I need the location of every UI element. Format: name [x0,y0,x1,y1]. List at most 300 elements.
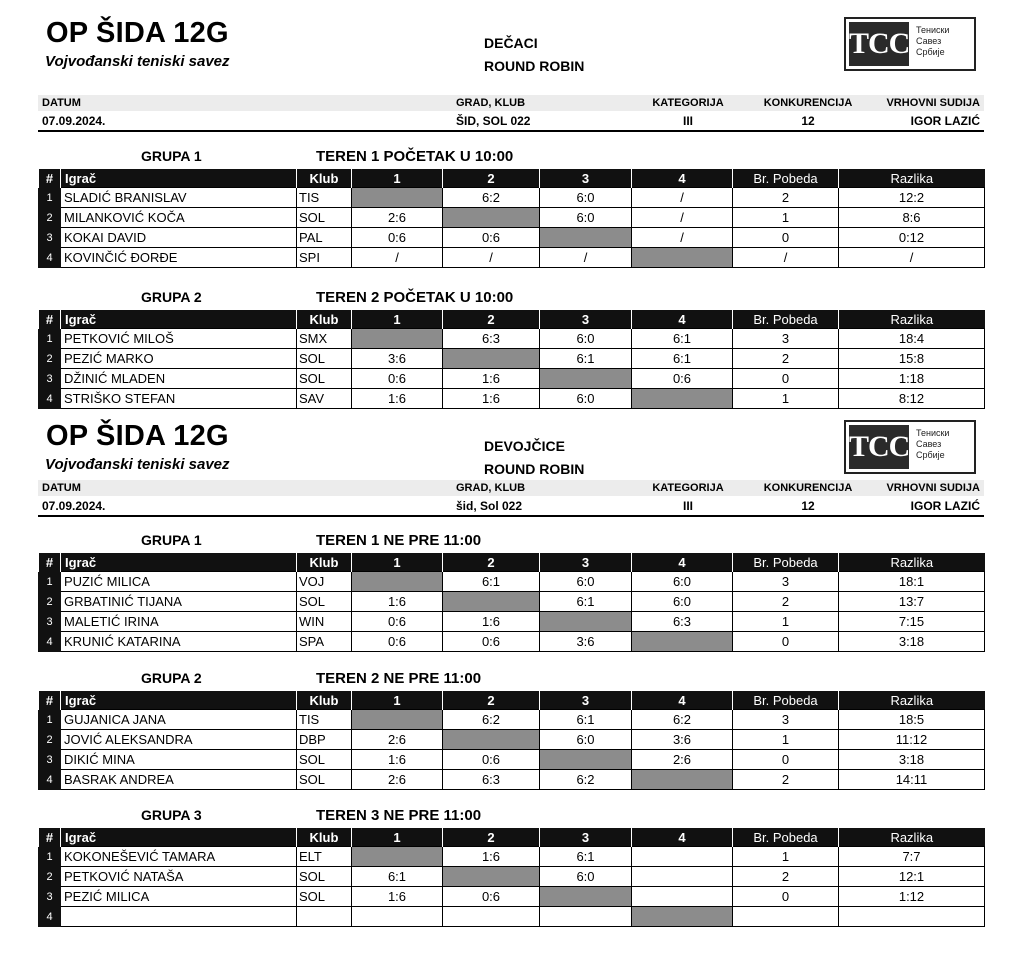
meta-value-date: 07.09.2024. [42,114,106,128]
self-match-cell [443,730,540,750]
column-header: # [39,828,61,847]
federation-logo [844,17,976,71]
match-score [632,867,733,887]
group-label: GRUPA 1 [141,148,202,164]
wins-count: 2 [733,188,839,208]
match-score: 0:6 [352,228,443,248]
wins-count: 2 [733,349,839,369]
meta-labels-row [38,95,984,111]
games-difference: 18:1 [839,572,985,592]
match-score: / [540,248,632,268]
match-score: 2:6 [352,770,443,790]
column-header: Razlika [839,553,985,572]
table-row [39,369,985,389]
club-code: SMX [297,329,352,349]
match-score: 1:6 [352,592,443,612]
row-number: 4 [39,389,61,409]
column-header: 1 [352,691,443,710]
player-name: PEZIĆ MARKO [61,349,297,369]
column-header: Br. Pobeda [733,828,839,847]
federation-name: Vojvođanski teniski savez [45,53,230,70]
games-difference: 13:7 [839,592,985,612]
table-row [39,750,985,770]
player-name: SLADIĆ BRANISLAV [61,188,297,208]
match-score: 6:1 [540,710,632,730]
match-score: 1:6 [352,389,443,409]
self-match-cell [352,710,443,730]
group-heading [38,532,984,550]
games-difference: 1:18 [839,369,985,389]
self-match-cell [443,867,540,887]
match-score: 6:2 [443,710,540,730]
match-score: 0:6 [632,369,733,389]
column-header: 1 [352,828,443,847]
group-label: GRUPA 2 [141,670,202,686]
match-score: 6:3 [443,329,540,349]
column-header: # [39,169,61,188]
column-header: Klub [297,553,352,572]
club-code: SOL [297,369,352,389]
column-header: Igrač [61,828,297,847]
column-header: 1 [352,310,443,329]
player-name: JOVIĆ ALEKSANDRA [61,730,297,750]
wins-count: 1 [733,847,839,867]
row-number: 1 [39,710,61,730]
row-number: 4 [39,248,61,268]
row-number: 1 [39,329,61,349]
club-code: DBP [297,730,352,750]
self-match-cell [352,847,443,867]
player-name: PETKOVIĆ NATAŠA [61,867,297,887]
self-match-cell [352,188,443,208]
column-header: 4 [632,828,733,847]
player-name: GRBATINIĆ TIJANA [61,592,297,612]
federation-logo [844,420,976,474]
table-header-row [39,691,985,710]
self-match-cell [443,592,540,612]
table-row [39,770,985,790]
row-number: 3 [39,750,61,770]
group-heading [38,670,984,688]
wins-count: 0 [733,887,839,907]
match-score: 0:6 [443,632,540,652]
table-row [39,612,985,632]
match-score [443,907,540,927]
match-score: 1:6 [352,887,443,907]
games-difference: 1:12 [839,887,985,907]
meta-value-competition: 12 [801,499,815,513]
group-table [38,169,985,268]
column-header: 3 [540,169,632,188]
player-name: KRUNIĆ KATARINA [61,632,297,652]
match-score: 6:1 [540,349,632,369]
games-difference: 7:15 [839,612,985,632]
column-header: Igrač [61,310,297,329]
games-difference: 18:4 [839,329,985,349]
column-header: Br. Pobeda [733,169,839,188]
self-match-cell [540,750,632,770]
match-score: 0:6 [352,632,443,652]
match-score: 6:2 [540,770,632,790]
player-name: KOKONEŠEVIĆ TAMARA [61,847,297,867]
match-score: 6:0 [540,572,632,592]
meta-label-date: DATUM [42,97,81,109]
column-header: Razlika [839,691,985,710]
self-match-cell [540,612,632,632]
column-header: Br. Pobeda [733,691,839,710]
match-score: 6:2 [632,710,733,730]
games-difference: 14:11 [839,770,985,790]
logo-text-line: Тениски [916,428,950,438]
group-heading [38,148,984,166]
games-difference: 12:1 [839,867,985,887]
wins-count: 0 [733,228,839,248]
group-label: GRUPA 1 [141,532,202,548]
column-header: Klub [297,691,352,710]
player-name: DŽINIĆ MLADEN [61,369,297,389]
column-header: Razlika [839,828,985,847]
column-header: 4 [632,169,733,188]
wins-count: / [733,248,839,268]
column-header: # [39,310,61,329]
table-row [39,847,985,867]
table-row [39,389,985,409]
meta-label-category: KATEGORIJA [652,97,724,109]
match-score: 6:0 [540,329,632,349]
meta-value-city: šid, Sol 022 [456,499,523,513]
row-number: 2 [39,730,61,750]
match-score: 6:0 [540,188,632,208]
column-header: 1 [352,553,443,572]
club-code: SOL [297,750,352,770]
table-row [39,632,985,652]
games-difference: 0:12 [839,228,985,248]
games-difference: 11:12 [839,730,985,750]
group-table [38,691,985,790]
row-number: 3 [39,887,61,907]
row-number: 2 [39,867,61,887]
group-table [38,310,985,409]
games-difference: / [839,248,985,268]
row-number: 4 [39,770,61,790]
column-header: 2 [443,553,540,572]
match-score: 3:6 [540,632,632,652]
table-row [39,907,985,927]
match-score: 6:1 [632,329,733,349]
column-header: 2 [443,828,540,847]
row-number: 3 [39,612,61,632]
column-header: 3 [540,310,632,329]
meta-label-city: GRAD, KLUB [456,482,526,494]
row-number: 4 [39,632,61,652]
logo-text-line: Тениски [916,25,950,35]
wins-count: 0 [733,369,839,389]
club-code [297,907,352,927]
column-header: Klub [297,310,352,329]
meta-labels-row [38,480,984,496]
games-difference: 8:12 [839,389,985,409]
meta-value-referee: IGOR LAZIĆ [910,499,980,513]
wins-count: 1 [733,208,839,228]
meta-label-competition: KONKURENCIJA [763,482,853,494]
match-score: 0:6 [443,228,540,248]
player-name: PETKOVIĆ MILOŠ [61,329,297,349]
match-score: 2:6 [352,730,443,750]
match-score: 6:0 [632,592,733,612]
match-score: 6:1 [540,847,632,867]
club-code: SOL [297,770,352,790]
row-number: 1 [39,188,61,208]
club-code: WIN [297,612,352,632]
meta-label-competition: KONKURENCIJA [763,97,853,109]
player-name: PEZIĆ MILICA [61,887,297,907]
table-header-row [39,310,985,329]
wins-count: 1 [733,730,839,750]
self-match-cell [443,349,540,369]
meta-value-competition: 12 [801,114,815,128]
column-header: Razlika [839,169,985,188]
column-header: Igrač [61,553,297,572]
match-score: 6:2 [443,188,540,208]
row-number: 2 [39,592,61,612]
logo-text [916,428,949,461]
tournament-title: OP ŠIDA 12G [46,420,229,452]
column-header: # [39,691,61,710]
player-name: KOVINČIĆ ĐORĐE [61,248,297,268]
wins-count [733,907,839,927]
club-code: SOL [297,592,352,612]
column-header: 3 [540,553,632,572]
table-row [39,572,985,592]
column-header: 2 [443,310,540,329]
column-header: Igrač [61,169,297,188]
match-score: 6:0 [540,389,632,409]
meta-value-city: ŠID, SOL 022 [456,114,531,128]
match-score: 0:6 [352,369,443,389]
club-code: SOL [297,208,352,228]
row-number: 3 [39,228,61,248]
column-header: 3 [540,691,632,710]
logo-text-line: Србије [916,450,945,460]
match-score: 0:6 [352,612,443,632]
meta-value-date: 07.09.2024. [42,499,106,513]
table-row [39,887,985,907]
column-header: Br. Pobeda [733,553,839,572]
table-row [39,730,985,750]
games-difference: 3:18 [839,750,985,770]
logo-text-line: Србије [916,47,945,57]
self-match-cell [632,907,733,927]
match-score: 1:6 [443,612,540,632]
court-time: TEREN 1 NE PRE 11:00 [316,532,482,549]
court-time: TEREN 2 POČETAK U 10:00 [316,289,514,306]
court-time: TEREN 2 NE PRE 11:00 [316,670,482,687]
column-header: Klub [297,828,352,847]
column-header: 1 [352,169,443,188]
table-row [39,188,985,208]
table-header-row [39,553,985,572]
match-score: 0:6 [443,750,540,770]
wins-count: 3 [733,710,839,730]
table-row [39,208,985,228]
self-match-cell [352,572,443,592]
wins-count: 0 [733,632,839,652]
group-heading [38,807,984,825]
row-number: 1 [39,847,61,867]
games-difference: 8:6 [839,208,985,228]
match-score: 1:6 [352,750,443,770]
category-label: DEVOJČICE [484,438,565,454]
match-score: 6:1 [352,867,443,887]
match-score: 6:3 [632,612,733,632]
wins-count: 3 [733,572,839,592]
column-header: Klub [297,169,352,188]
player-name: MALETIĆ IRINA [61,612,297,632]
column-header: # [39,553,61,572]
row-number: 3 [39,369,61,389]
logo-mark: TCC [849,22,909,66]
club-code: VOJ [297,572,352,592]
row-number: 1 [39,572,61,592]
tournament-title: OP ŠIDA 12G [46,17,229,49]
table-row [39,329,985,349]
column-header: Br. Pobeda [733,310,839,329]
player-name [61,907,297,927]
row-number: 2 [39,349,61,369]
table-row [39,867,985,887]
wins-count: 3 [733,329,839,349]
court-time: TEREN 1 POČETAK U 10:00 [316,148,514,165]
wins-count: 2 [733,592,839,612]
meta-label-referee: VRHOVNI SUDIJA [886,97,980,109]
column-header: 2 [443,691,540,710]
self-match-cell [540,369,632,389]
self-match-cell [632,632,733,652]
column-header: 4 [632,553,733,572]
logo-text [916,25,949,58]
games-difference: 18:5 [839,710,985,730]
club-code: ELT [297,847,352,867]
player-name: DIKIĆ MINA [61,750,297,770]
match-score: / [443,248,540,268]
table-row [39,228,985,248]
meta-values-row [38,112,984,132]
match-score: 6:0 [540,867,632,887]
club-code: SAV [297,389,352,409]
player-name: MILANKOVIĆ KOČA [61,208,297,228]
meta-value-category: III [682,499,693,513]
self-match-cell [632,389,733,409]
wins-count: 2 [733,867,839,887]
match-score: 6:0 [540,208,632,228]
match-score: / [632,228,733,248]
games-difference: 3:18 [839,632,985,652]
results-sheet-2 [38,420,984,940]
logo-mark: TCC [849,425,909,469]
court-time: TEREN 3 NE PRE 11:00 [316,807,482,824]
match-score: 3:6 [352,349,443,369]
meta-label-referee: VRHOVNI SUDIJA [886,482,980,494]
self-match-cell [632,248,733,268]
meta-label-date: DATUM [42,482,81,494]
meta-value-category: III [682,114,693,128]
club-code: TIS [297,188,352,208]
match-score [352,907,443,927]
column-header: 2 [443,169,540,188]
match-score [632,887,733,907]
club-code: PAL [297,228,352,248]
group-table [38,553,985,652]
column-header: 4 [632,691,733,710]
match-score: 6:1 [540,592,632,612]
group-label: GRUPA 3 [141,807,202,823]
table-row [39,349,985,369]
logo-text-line: Савез [916,439,942,449]
match-score [540,907,632,927]
self-match-cell [443,208,540,228]
row-number: 2 [39,208,61,228]
player-name: STRIŠKO STEFAN [61,389,297,409]
player-name: GUJANICA JANA [61,710,297,730]
games-difference: 15:8 [839,349,985,369]
player-name: BASRAK ANDREA [61,770,297,790]
match-score: 6:1 [632,349,733,369]
club-code: SOL [297,887,352,907]
match-score: 2:6 [632,750,733,770]
table-row [39,592,985,612]
match-score: 6:0 [540,730,632,750]
match-score: 6:3 [443,770,540,790]
group-label: GRUPA 2 [141,289,202,305]
match-score: / [632,188,733,208]
player-name: PUZIĆ MILICA [61,572,297,592]
match-score [632,847,733,867]
club-code: SPI [297,248,352,268]
table-row [39,248,985,268]
federation-name: Vojvođanski teniski savez [45,456,230,473]
match-score: 1:6 [443,847,540,867]
group-table [38,828,985,927]
club-code: SPA [297,632,352,652]
wins-count: 0 [733,750,839,770]
games-difference [839,907,985,927]
self-match-cell [352,329,443,349]
category-label: DEČACI [484,35,538,51]
match-score: 3:6 [632,730,733,750]
meta-value-referee: IGOR LAZIĆ [910,114,980,128]
table-header-row [39,169,985,188]
meta-values-row [38,497,984,517]
self-match-cell [632,770,733,790]
results-sheet-1 [38,17,984,407]
format-label: ROUND ROBIN [484,461,585,477]
self-match-cell [540,228,632,248]
match-score: 1:6 [443,369,540,389]
wins-count: 1 [733,389,839,409]
meta-label-city: GRAD, KLUB [456,97,526,109]
table-header-row [39,828,985,847]
club-code: SOL [297,349,352,369]
club-code: TIS [297,710,352,730]
self-match-cell [540,887,632,907]
column-header: 3 [540,828,632,847]
format-label: ROUND ROBIN [484,58,585,74]
meta-label-category: KATEGORIJA [652,482,724,494]
match-score: 6:1 [443,572,540,592]
table-row [39,710,985,730]
column-header: 4 [632,310,733,329]
wins-count: 1 [733,612,839,632]
